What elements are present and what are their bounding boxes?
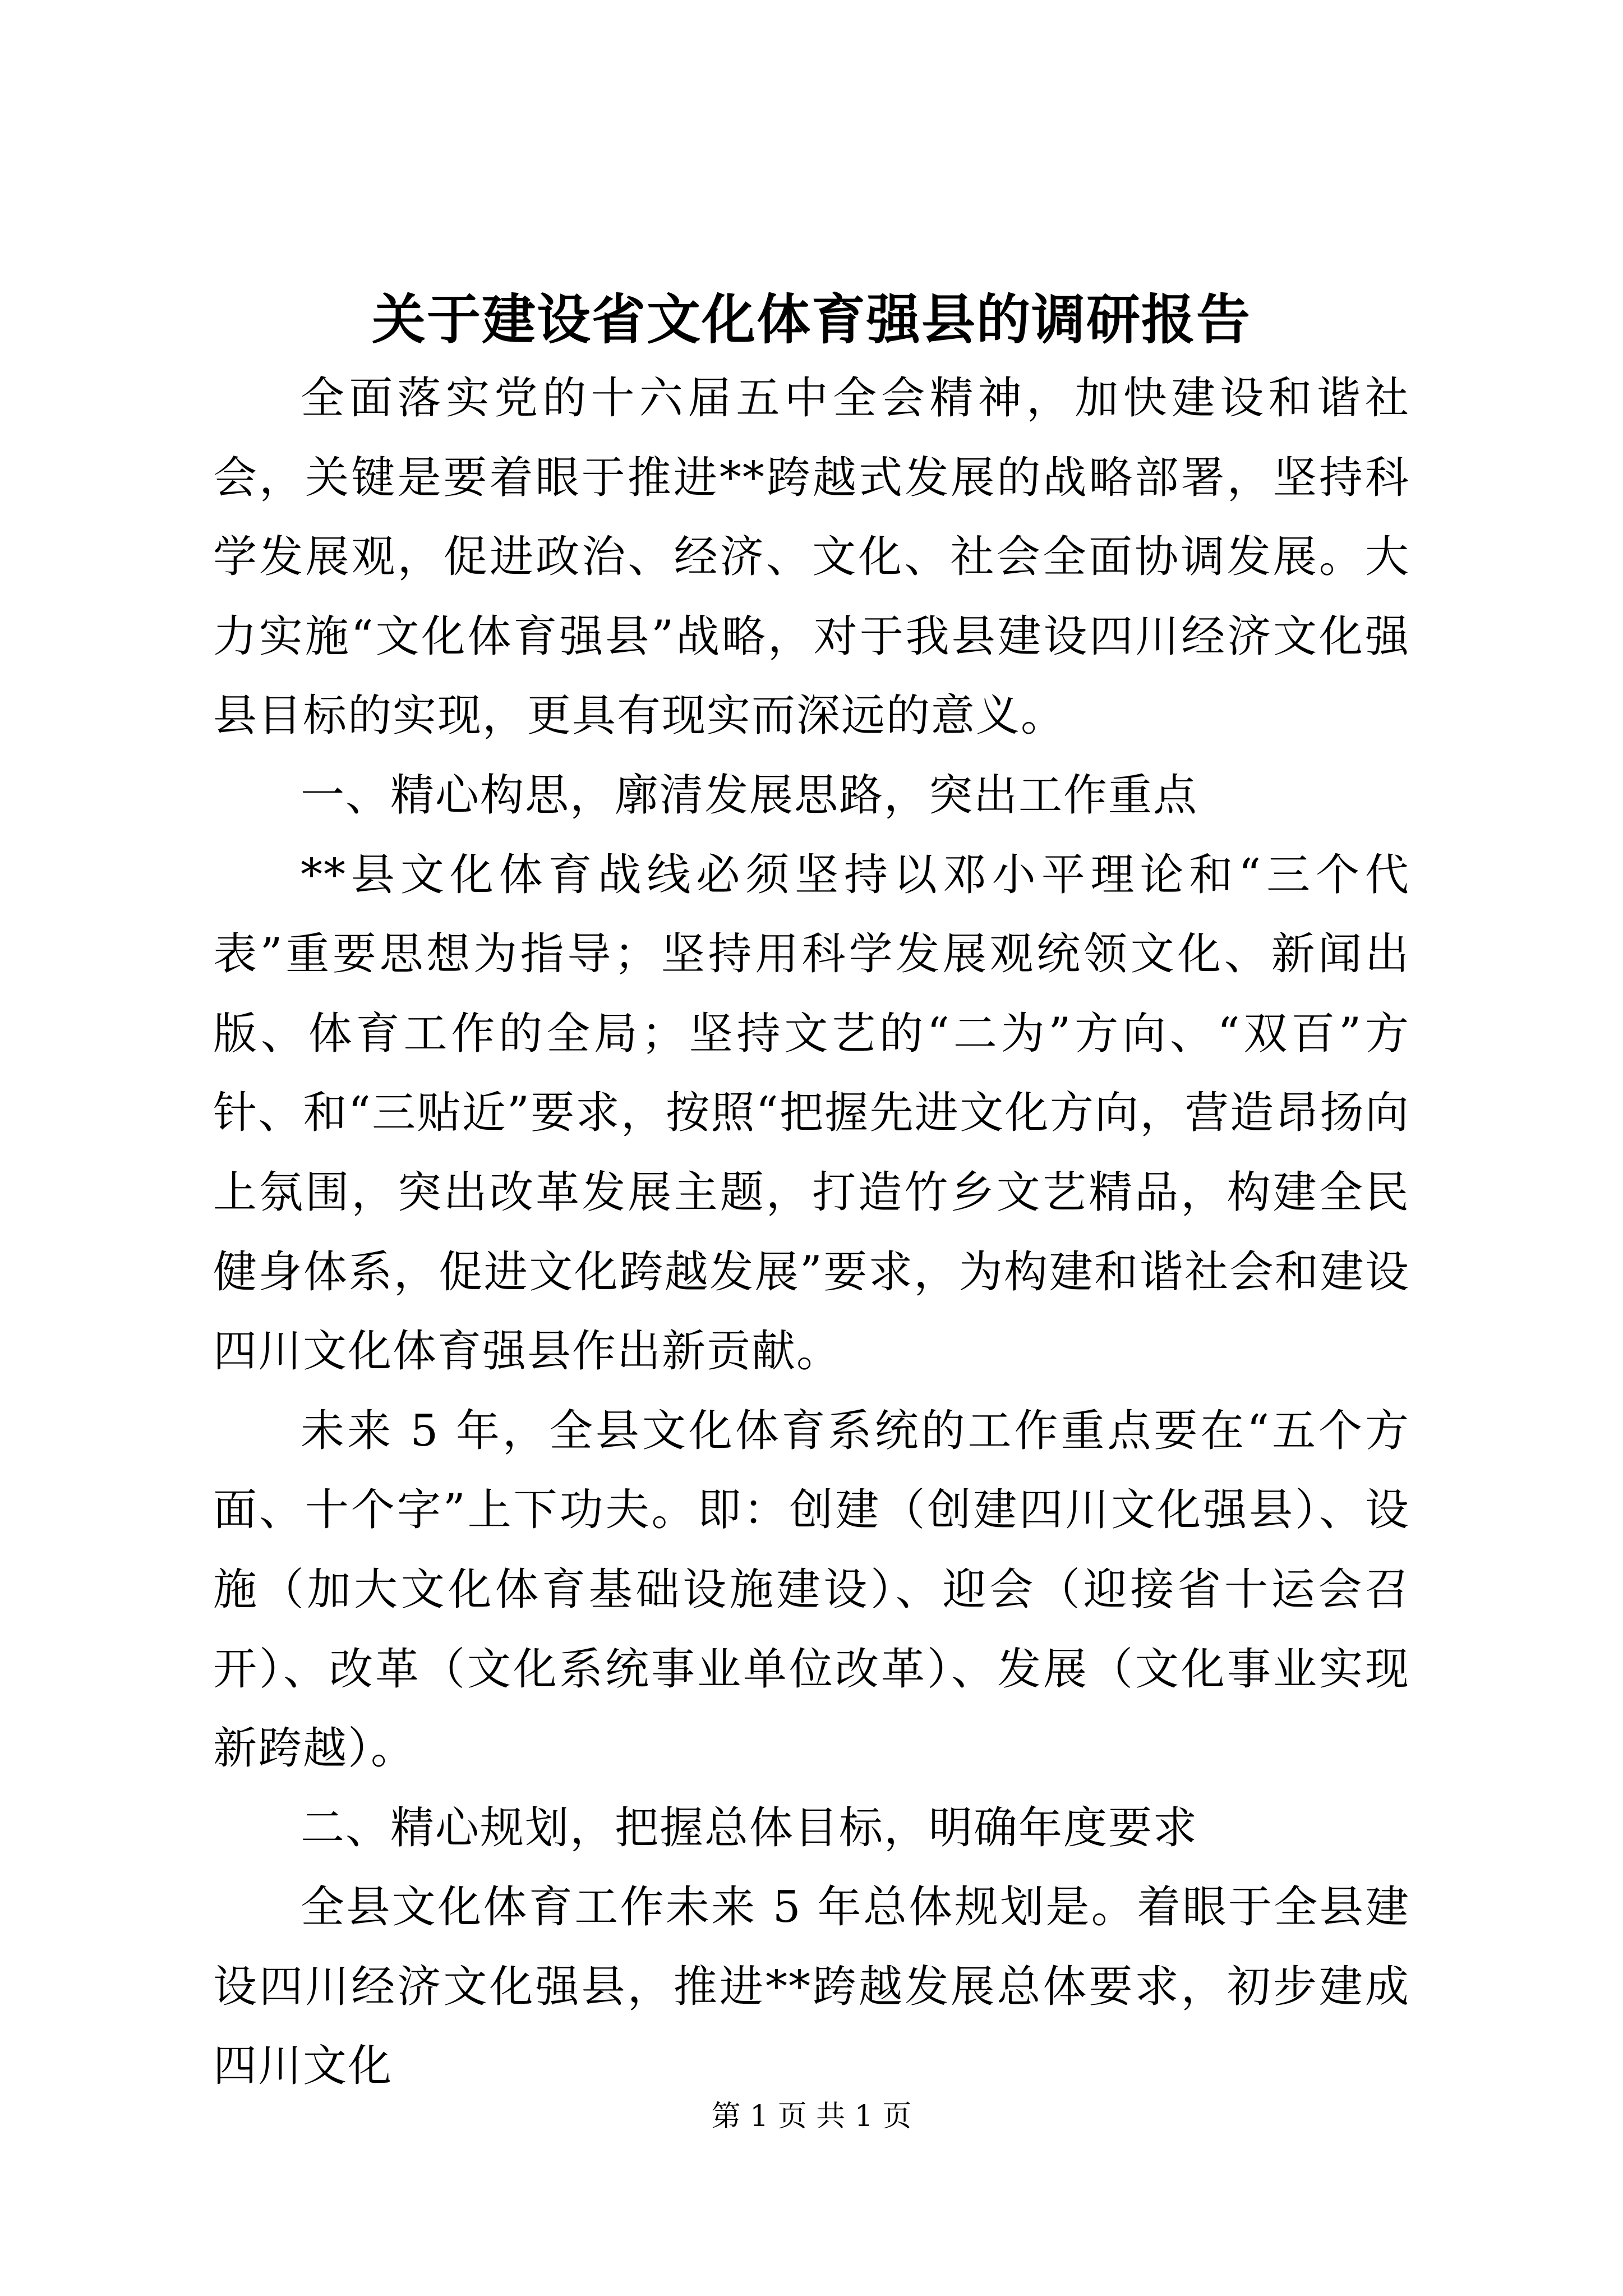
paragraph-overall-plan: 全县文化体育工作未来 5 年总体规划是。着眼于全县建设四川经济文化强县，推进**跨越发展总体要求，初步建成四川文化 [213,1882,1410,2092]
page-number-footer: 第 1 页 共 1 页 [711,2100,912,2133]
section-heading-1: 一、精心构思，廓清发展思路，突出工作重点 [301,770,1198,821]
paragraph-work-focus: 未来 5 年，全县文化体育系统的工作重点要在“五个方面、十个字”上下功夫。即：创建（创建四川文化强县）、设施（加大文化体育基础设施建设）、迎会（迎接省十运会召开）、改革（文化系统事业单位改革）、发展（文化事业实现新跨越）。 [213,1405,1410,1774]
document-title: 关于建设省文化体育强县的调研报告 [372,288,1251,351]
paragraph-guiding-principles: **县文化体育战线必须坚持以邓小平理论和“三个代表”重要思想为指导；坚持用科学发展观统领文化、新闻出版、体育工作的全局；坚持文艺的“二为”方向、“双百”方针、和“三贴近”要求，按照“把握先进文化方向，营造昂扬向上氛围，突出改革发展主题，打造竹乡文艺精品，构建全民健身体系，促进文化跨越发展”要求，为构建和谐社会和建设四川文化体育强县作出新贡献。 [213,849,1410,1377]
section-heading-2: 二、精心规划，把握总体目标，明确年度要求 [301,1802,1198,1853]
document-body [213,359,1410,2106]
paragraph-intro: 全面落实党的十六届五中全会精神，加快建设和谐社会，关键是要着眼于推进**跨越式发展的战略部署，坚持科学发展观，促进政治、经济、文化、社会全面协调发展。大力实施“文化体育强县”战略，对于我县建设四川经济文化强县目标的实现，更具有现实而深远的意义。 [213,373,1410,742]
